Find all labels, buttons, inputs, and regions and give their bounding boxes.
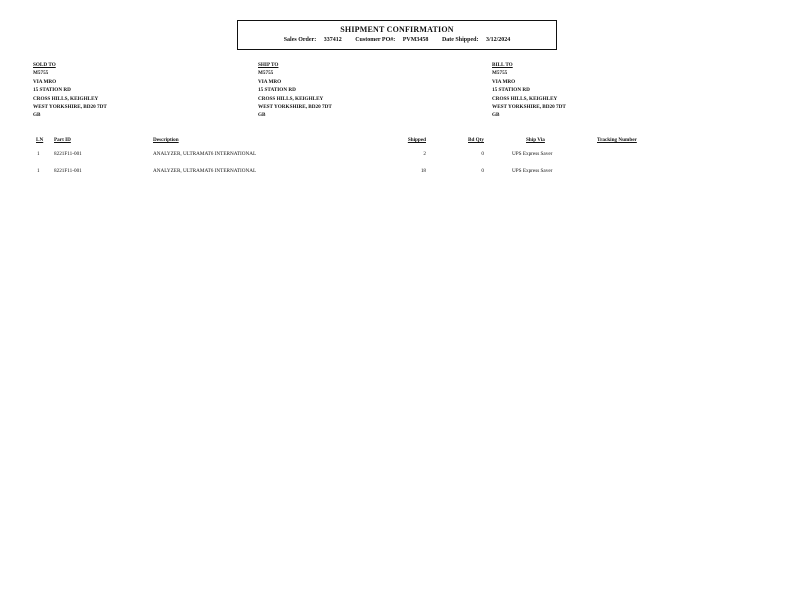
ship-to-line: 15 STATION RD (258, 87, 296, 94)
col-shipped-header: Shipped (407, 137, 426, 143)
sold-to-line: GB (33, 112, 41, 119)
bill-to-line: GB (492, 112, 500, 119)
customer-po-value: PVM3458 (402, 37, 429, 43)
sold-to-line: M5755 (33, 70, 49, 77)
table-row (0, 168, 792, 176)
sold-to-line: 15 STATION RD (33, 87, 71, 94)
bill-to-line: CROSS HILLS, KEIGHLEY (492, 95, 558, 102)
cell-description: ANALYZER, ULTRAMAT6 INTERNATIONAL (153, 151, 257, 157)
cell-description: ANALYZER, ULTRAMAT6 INTERNATIONAL (153, 168, 257, 174)
bill-to-block (492, 61, 566, 120)
col-description-header: Description (153, 137, 179, 143)
date-shipped-value: 3/12/2024 (485, 37, 511, 43)
document-title-box (237, 20, 557, 50)
col-ship-via-header: Ship Via (526, 137, 545, 143)
table-header (0, 137, 792, 145)
bill-to-heading: BILL TO (492, 62, 513, 68)
col-ln-header: LN (36, 137, 44, 143)
sold-to-line: VIA MRO (33, 78, 57, 85)
cell-ship-via: UPS Express Saver (512, 168, 553, 174)
ship-to-line: CROSS HILLS, KEIGHLEY (258, 95, 324, 102)
sold-to-heading: SOLD TO (33, 62, 56, 68)
cell-ship-via: UPS Express Saver (512, 151, 553, 157)
ship-to-block (258, 61, 332, 120)
ship-to-line: VIA MRO (258, 78, 282, 85)
cell-ln: 1 (37, 168, 40, 174)
sales-order-value: 337412 (323, 37, 342, 43)
sold-to-block (33, 61, 107, 120)
order-summary-line (238, 37, 556, 43)
ship-to-line: M5755 (258, 70, 274, 77)
cell-bo-qty: 0 (481, 168, 484, 174)
sold-to-line: CROSS HILLS, KEIGHLEY (33, 95, 99, 102)
ship-to-line: GB (258, 112, 266, 119)
col-bo-qty-header: Bd Qty (468, 137, 484, 143)
sold-to-line: WEST YORKSHIRE, BD20 7DT (33, 104, 107, 111)
cell-bo-qty: 0 (481, 151, 484, 157)
cell-shipped: 18 (420, 168, 426, 174)
cell-ln: 1 (37, 151, 40, 157)
bill-to-line: WEST YORKSHIRE, BD20 7DT (492, 104, 566, 111)
cell-part-id: 8221F11-001 (54, 151, 82, 157)
bill-to-line: 15 STATION RD (492, 87, 530, 94)
document-title: SHIPMENT CONFIRMATION (340, 25, 454, 34)
ship-to-heading: SHIP TO (258, 62, 279, 68)
table-row (0, 151, 792, 159)
ship-to-line: WEST YORKSHIRE, BD20 7DT (258, 104, 332, 111)
sales-order-label: Sales Order: (283, 37, 317, 43)
date-shipped-label: Date Shipped: (441, 37, 479, 43)
cell-shipped: 2 (423, 151, 426, 157)
customer-po-label: Customer PO#: (355, 37, 396, 43)
bill-to-line: M5755 (492, 70, 508, 77)
col-tracking-header: Tracking Number (597, 137, 637, 143)
bill-to-line: VIA MRO (492, 78, 516, 85)
cell-part-id: 8221F11-001 (54, 168, 82, 174)
col-part-id-header: Part ID (54, 137, 71, 143)
